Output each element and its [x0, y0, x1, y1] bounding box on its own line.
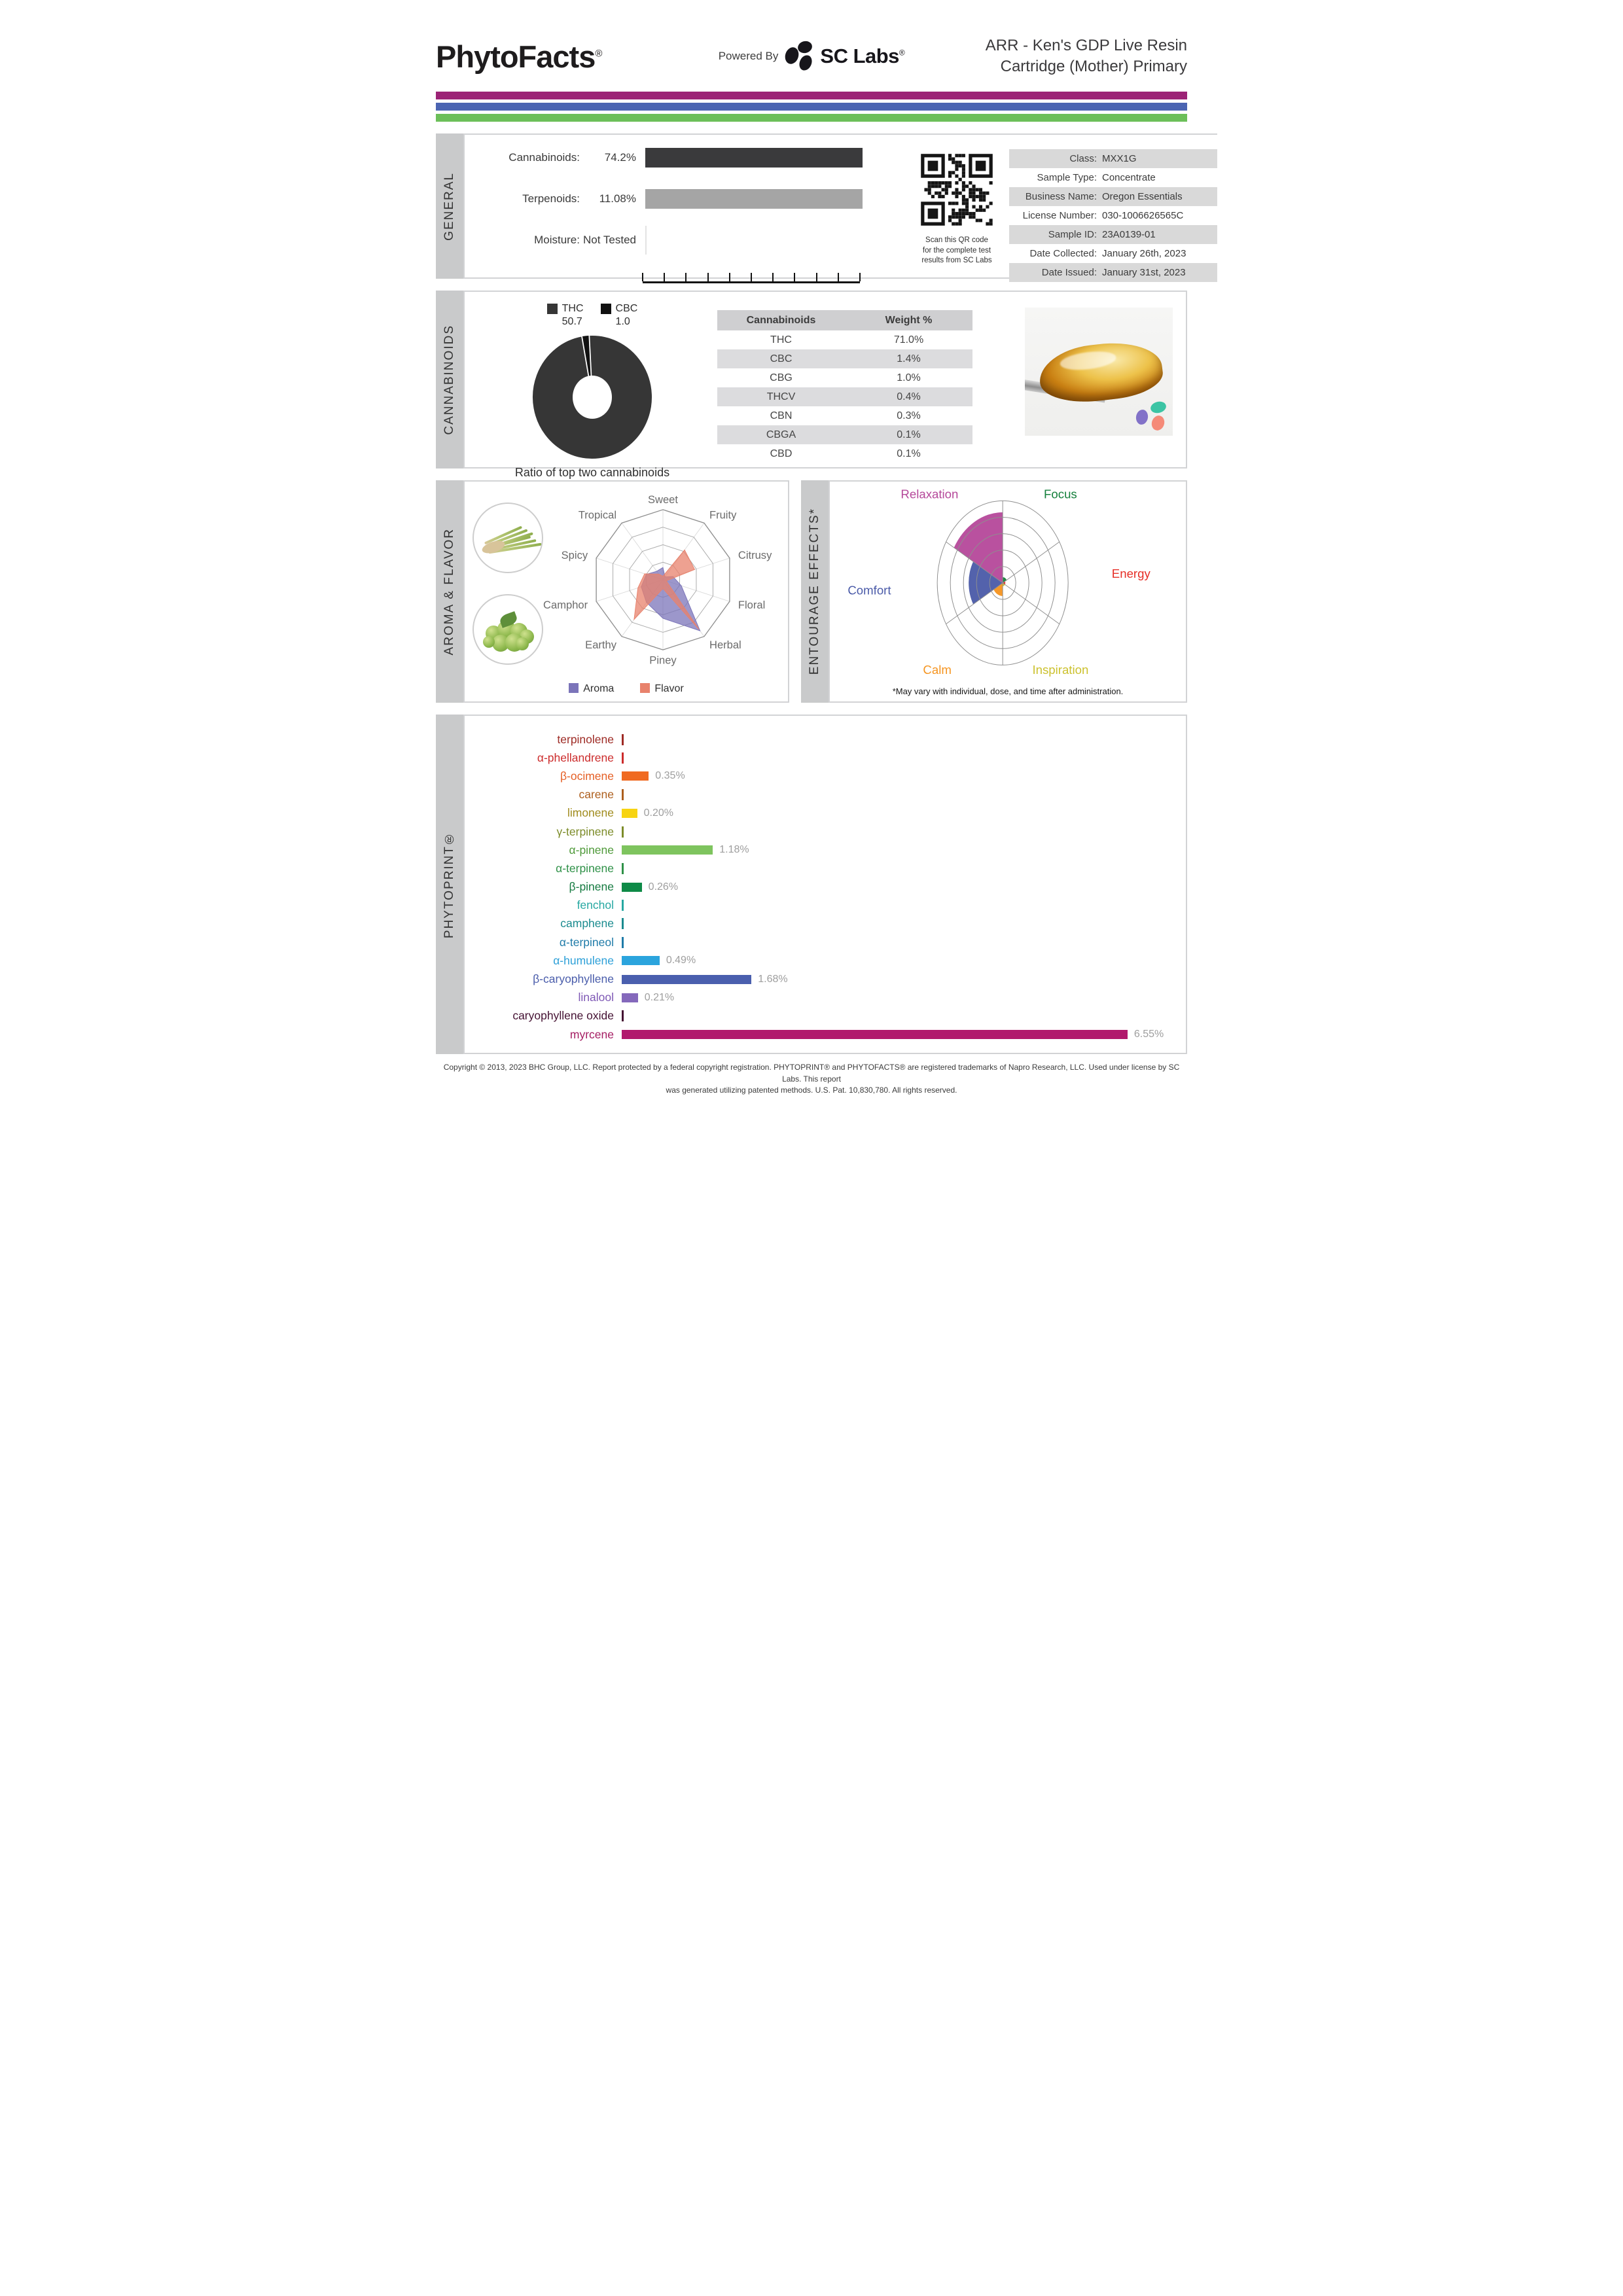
stat-label: Moisture: [534, 234, 580, 246]
info-value: 23A0139-01 [1102, 229, 1156, 240]
cannabinoid-table-header [717, 310, 972, 330]
info-label: Sample Type: [1037, 172, 1097, 183]
terpene-zero-tick [622, 752, 624, 764]
terpene-value: 0.21% [644, 991, 675, 1003]
qr-block [904, 150, 1009, 271]
svg-text:Comfort: Comfort [847, 583, 891, 597]
cannabinoid-name: THC [770, 334, 792, 345]
cannabinoid-name: CBN [770, 410, 793, 421]
terpene-bar [622, 845, 713, 855]
donut-legend [484, 302, 700, 328]
general-section [436, 133, 1187, 279]
sample-info-row [1009, 187, 1217, 206]
terpene-label: β-caryophyllene [533, 972, 614, 986]
sample-info-row [1009, 244, 1217, 263]
terpene-label: fenchol [577, 898, 614, 912]
aroma-flavor-section-label [436, 480, 463, 703]
terpene-label: terpinolene [557, 732, 614, 746]
sc-labs-color-mark-icon [1136, 402, 1166, 431]
terpene-bar [622, 1030, 1128, 1039]
qr-caption [904, 236, 1009, 266]
info-label: Class: [1069, 153, 1097, 164]
terpene-value: 0.20% [643, 807, 673, 819]
terpene-label: α-phellandrene [537, 751, 614, 764]
stat-bar [645, 189, 863, 209]
terpene-row [465, 970, 1174, 988]
svg-text:Energy: Energy [1111, 567, 1150, 581]
copyright-line1: Copyright © 2013, 2023 BHC Group, LLC. Report protected by a federal copyright registration. PHYTOPRINT® and PHYTOFACTS® are registered trademarks of Napro Research, LLC. Used under license by SC Labs. This report [443, 1063, 1180, 1084]
terpene-label: camphene [560, 917, 614, 930]
terpene-zero-tick [622, 734, 624, 745]
sample-info-row [1009, 263, 1217, 282]
legend-label: Aroma [583, 683, 615, 694]
terpene-row [465, 749, 1174, 767]
aroma-legend-item [569, 683, 614, 695]
terpene-bar [622, 993, 638, 1002]
terpene-label: γ-terpinene [556, 824, 614, 838]
sc-labs-registered-mark: ® [899, 48, 905, 58]
sample-info-row [1009, 225, 1217, 244]
terpene-row [465, 915, 1174, 933]
sc-labs-text: SC Labs [820, 44, 899, 67]
legend-swatch [569, 683, 579, 693]
terpene-value: 0.35% [655, 770, 685, 782]
terpene-zero-tick [622, 789, 624, 800]
terpene-label: myrcene [569, 1027, 614, 1041]
sample-title-line2: Cartridge (Mother) Primary [1000, 58, 1187, 75]
cannabinoid-row [717, 444, 972, 463]
cannabinoid-name: THCV [766, 391, 796, 402]
terpene-row [465, 859, 1174, 877]
stat-value: Not Tested [583, 234, 636, 246]
terpene-bar [622, 975, 751, 984]
svg-text:Inspiration: Inspiration [1032, 663, 1089, 677]
sample-photo-block [1025, 302, 1173, 461]
terpene-value: 1.18% [719, 844, 749, 856]
phytofacts-report-page [406, 0, 1217, 1148]
brand-registered-mark: ® [595, 47, 602, 59]
donut-caption: Ratio of top two cannabinoids [514, 466, 670, 479]
legend-label: Flavor [654, 683, 684, 694]
general-section-label-text: GENERAL [442, 171, 456, 241]
terpene-zero-tick [622, 900, 624, 911]
brand-text: PhytoFacts [436, 39, 596, 74]
terpene-row [465, 896, 1174, 915]
entourage-polar-chart [830, 482, 1186, 678]
stat-label: Cannabinoids: [508, 151, 580, 164]
svg-text:Spicy: Spicy [561, 548, 588, 561]
stripe-blue [436, 103, 1187, 111]
info-value: January 31st, 2023 [1102, 267, 1186, 278]
cannabinoid-pct: 0.1% [897, 429, 921, 440]
terpene-label: β-pinene [569, 880, 614, 894]
stat-value: 11.08% [599, 192, 636, 205]
general-stats [482, 148, 874, 271]
sample-info-table [1009, 149, 1217, 278]
svg-text:Piney: Piney [649, 654, 677, 667]
cannabinoid-pct: 1.0% [897, 372, 921, 383]
sample-info-row [1009, 206, 1217, 225]
terpene-label: α-humulene [553, 953, 614, 967]
info-value: January 26th, 2023 [1102, 248, 1186, 259]
phytofacts-logo [436, 39, 719, 75]
terpene-label: β-ocimene [560, 769, 614, 783]
terpene-row [465, 933, 1174, 951]
cannabinoid-donut-chart [524, 332, 661, 462]
phytoprint-section-label [436, 715, 463, 1054]
info-value: 030-1006626565C [1102, 210, 1184, 221]
terpene-bar [622, 809, 637, 818]
terpene-label: carene [579, 788, 614, 802]
scale-ruler [643, 272, 860, 283]
cannabinoid-row [717, 330, 972, 349]
entourage-footnote: *May vary with individual, dose, and time after administration. [892, 686, 1124, 696]
cannabinoid-name: CBGA [766, 429, 796, 440]
legend-swatch [601, 304, 611, 314]
cannabinoid-row [717, 349, 972, 368]
svg-text:Calm: Calm [923, 663, 952, 677]
qr-caption-line2: for the complete test [922, 246, 991, 255]
terpene-zero-tick [622, 937, 624, 948]
cannabinoid-row [717, 406, 972, 425]
terpene-row [465, 951, 1174, 970]
cannabinoids-section [436, 291, 1187, 479]
qr-caption-line1: Scan this QR code [925, 236, 988, 244]
terpene-row [465, 786, 1174, 804]
terpene-bar [622, 883, 642, 892]
terpene-row [465, 804, 1174, 822]
stat-bar-fill [645, 148, 863, 168]
info-value: MXX1G [1102, 153, 1137, 164]
terpene-label: limonene [567, 806, 614, 820]
lemongrass-photo [473, 503, 543, 573]
report-header [436, 0, 1187, 86]
cannabinoid-ratio-chart [484, 302, 700, 479]
legend-swatch [547, 304, 558, 314]
svg-text:Tropical: Tropical [578, 508, 617, 521]
cannabinoid-pct: 71.0% [893, 334, 924, 345]
svg-text:Floral: Floral [738, 598, 766, 611]
cannabinoid-pct: 1.4% [897, 353, 921, 364]
terpene-label: α-pinene [569, 843, 614, 857]
terpene-row [465, 767, 1174, 785]
terpene-row [465, 989, 1174, 1007]
terpene-zero-tick [622, 918, 624, 929]
terpene-value: 0.26% [648, 881, 679, 892]
stat-bar-fill [645, 189, 863, 209]
entourage-section [801, 480, 1187, 703]
terpene-row [465, 822, 1174, 841]
cannabinoids-section-label-text: CANNABINOIDS [442, 324, 456, 435]
brand-stripes [436, 92, 1187, 122]
legend-text [562, 302, 584, 328]
svg-text:Fruity: Fruity [709, 508, 737, 521]
sample-title-line1: ARR - Ken's GDP Live Resin [985, 37, 1187, 55]
terpene-row [465, 878, 1174, 896]
cannabinoid-pct: 0.3% [897, 410, 921, 421]
svg-text:Herbal: Herbal [709, 639, 741, 652]
sample-info-row [1009, 168, 1217, 187]
terpene-label: caryophyllene oxide [512, 1009, 614, 1023]
terpene-row [465, 1025, 1174, 1044]
svg-text:Citrusy: Citrusy [738, 548, 772, 561]
legend-name: CBC [615, 303, 638, 314]
aroma-flavor-legend [465, 683, 788, 695]
terpene-value: 1.68% [758, 973, 788, 985]
terpene-label: α-terpineol [559, 935, 614, 949]
info-label: Business Name: [1025, 191, 1097, 202]
stat-value: 74.2% [604, 151, 636, 164]
terpene-bar [622, 771, 649, 781]
terpene-row [465, 730, 1174, 749]
info-value: Oregon Essentials [1102, 191, 1183, 202]
aroma-flavor-section-label-text: AROMA & FLAVOR [442, 527, 456, 656]
entourage-section-label [801, 480, 829, 703]
stripe-magenta [436, 92, 1187, 99]
terpene-row [465, 841, 1174, 859]
cannabinoids-table [717, 310, 972, 461]
cannabinoids-section-label [436, 291, 463, 468]
cannabinoid-name: CBG [770, 372, 793, 383]
terpene-value: 0.49% [666, 955, 696, 966]
copyright-line2: was generated utilizing patented methods. U.S. Pat. 10,830,780. All rights reserved. [666, 1085, 957, 1095]
entourage-section-label-text: ENTOURAGE EFFECTS* [808, 508, 821, 675]
sc-labs-wordmark [820, 44, 904, 68]
stripe-green [436, 114, 1187, 122]
cannabinoid-name: CBC [770, 353, 793, 364]
info-value: Concentrate [1102, 172, 1156, 183]
copyright-footer [436, 1062, 1187, 1096]
sample-info-row [1009, 149, 1217, 168]
svg-text:Sweet: Sweet [648, 493, 678, 506]
stat-bar [645, 148, 863, 168]
stat-label: Terpenoids: [522, 192, 580, 205]
aroma-legend-item [640, 683, 683, 695]
terpene-zero-tick [622, 1010, 624, 1021]
terpene-label: linalool [578, 991, 614, 1004]
general-section-label [436, 133, 463, 279]
info-label: Sample ID: [1048, 229, 1097, 240]
table-header-cell: Weight % [885, 314, 933, 326]
svg-text:Camphor: Camphor [543, 598, 588, 611]
table-header-cell: Cannabinoids [746, 314, 816, 326]
terpene-zero-tick [622, 863, 624, 874]
stat-bar-empty [645, 226, 647, 255]
cannabinoid-row [717, 387, 972, 406]
phytoprint-section [436, 715, 1187, 1054]
general-stat-row [482, 189, 874, 209]
legend-swatch [640, 683, 650, 693]
svg-text:Earthy: Earthy [585, 639, 617, 652]
general-stat-row [482, 148, 874, 168]
cannabinoid-row [717, 368, 972, 387]
svg-text:Relaxation: Relaxation [901, 487, 959, 501]
legend-value: 1.0 [615, 316, 630, 327]
general-stat-row [482, 230, 874, 250]
resin-sample-photo [1025, 308, 1173, 436]
terpene-zero-tick [622, 826, 624, 838]
hops-photo [473, 594, 543, 665]
terpene-value: 6.55% [1133, 1029, 1164, 1040]
donut-legend-item [601, 302, 638, 328]
sc-labs-leaf-icon [785, 41, 813, 71]
cannabinoid-pct: 0.1% [897, 448, 921, 459]
cannabinoid-pct: 0.4% [897, 391, 921, 402]
info-label: Date Collected: [1029, 248, 1097, 259]
terpene-bar [622, 956, 660, 965]
info-label: Date Issued: [1041, 267, 1097, 278]
qr-caption-line3: results from SC Labs [921, 256, 992, 265]
qr-code [918, 150, 996, 229]
cannabinoid-name: CBD [770, 448, 793, 459]
powered-by-block [719, 41, 905, 71]
info-label: License Number: [1022, 210, 1097, 221]
aroma-flavor-section [436, 480, 789, 703]
resin-blob-image [1036, 337, 1165, 408]
terpene-row [465, 1007, 1174, 1025]
cannabinoid-row [717, 425, 972, 444]
legend-name: THC [562, 303, 584, 314]
sample-title [986, 35, 1187, 77]
svg-text:Focus: Focus [1044, 487, 1077, 501]
terpene-bar-chart [465, 716, 1186, 1053]
donut-legend-item [547, 302, 584, 328]
aroma-flavor-radar-chart [535, 483, 791, 682]
legend-text [616, 302, 638, 328]
terpene-label: α-terpinene [556, 861, 614, 875]
powered-by-text: Powered By [718, 50, 779, 62]
phytoprint-section-label-text: PHYTOPRINT® [442, 830, 456, 939]
legend-value: 50.7 [562, 316, 582, 327]
